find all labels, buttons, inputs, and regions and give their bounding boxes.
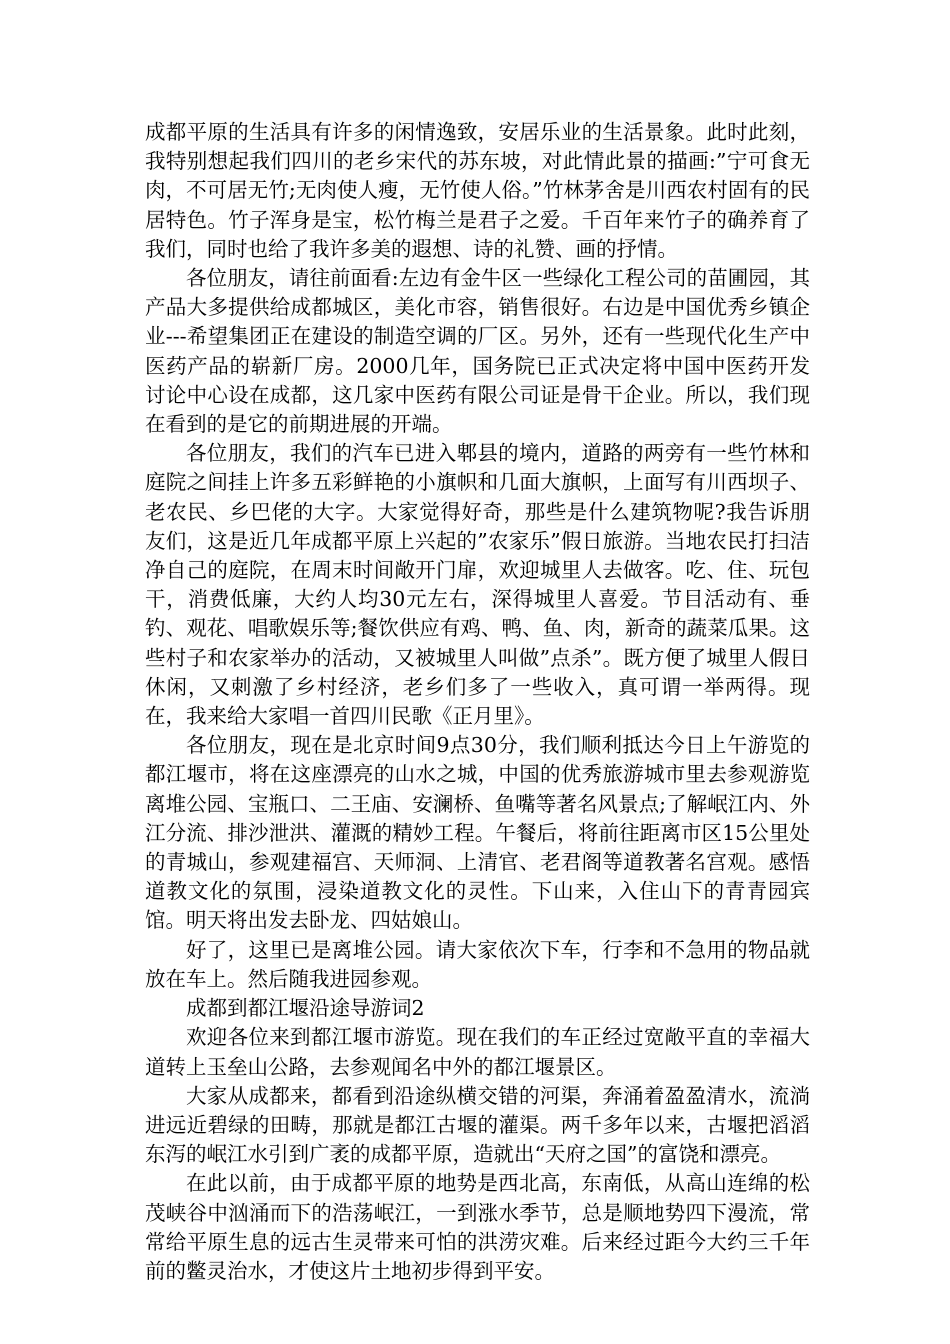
paragraph-1: 成都平原的生活具有许多的闲情逸致，安居乐业的生活景象。此时此刻，我特别想起我们四川的老乡宋代的苏东坡，对此情此景的描画:”宁可食无肉，不可居无竹;无肉使人瘦，无竹使人俗。”竹林茅舍是川西农村固有的民居特色。竹子浑身是宝，松竹梅兰是君子之爱。千百年来竹子的确养育了我们，同时也给了我许多美的遐想、诗的礼赞、画的抒情。 (145, 120, 810, 261)
paragraph-6: 欢迎各位来到都江堰市游览。现在我们的车正经过宽敞平直的幸福大道转上玉垒山公路，去参观闻名中外的都江堰景区。 (145, 1025, 810, 1079)
section-heading: 成都到都江堰沿途导游词2 (186, 996, 425, 1021)
paragraph-7: 大家从成都来，都看到沿途纵横交错的河渠，奔涌着盈盈清水，流淌进远近碧绿的田畴，那就是都江古堰的灌渠。两千多年以来，古堰把滔滔东泻的岷江水引到广袤的成都平原，造就出“天府之国”的富饶和漂亮。 (145, 1083, 810, 1167)
paragraph-4: 各位朋友，现在是北京时间9点30分，我们顺利抵达今日上午游览的都江堰市，将在这座漂亮的山水之城，中国的优秀旅游城市里去参观游览离堆公园、宝瓶口、二王庙、安澜桥、鱼嘴等著名风景点;了解岷江内、外江分流、排沙泄洪、灌溉的精妙工程。午餐后，将前往距离市区15公里处的青城山，参观建福宫、天师洞、上清官、老君阁等道教著名宫观。感悟道教文化的氛围，浸染道教文化的灵性。下山来，入住山下的青青园宾馆。明天将出发去卧龙、四姑娘山。 (145, 733, 810, 933)
document-body (145, 118, 810, 1286)
paragraph-5: 好了，这里已是离堆公园。请大家依次下车，行李和不急用的物品就放在车上。然后随我进园参观。 (145, 937, 810, 991)
paragraph-3: 各位朋友，我们的汽车已进入郫县的境内，道路的两旁有一些竹林和庭院之间挂上许多五彩鲜艳的小旗帜和几面大旗帜，上面写有川西坝子、老农民、乡巴佬的大字。大家觉得好奇，那些是什么建筑物呢?我告诉朋友们，这是近几年成都平原上兴起的”农家乐”假日旅游。当地农民打扫洁净自己的庭院，在周末时间敞开门扉，欢迎城里人去做客。吃、住、玩包干，消费低廉，大约人均30元左右，深得城里人喜爱。节目活动有、垂钓、观花、唱歌娱乐等;餐饮供应有鸡、鸭、鱼、肉，新奇的蔬菜瓜果。这些村子和农家举办的活动，又被城里人叫做”点杀”。既方便了城里人假日休闲，又刺激了乡村经济，老乡们多了一些收入，真可谓一举两得。现在，我来给大家唱一首四川民歌《正月里》。 (145, 441, 810, 729)
paragraph-8: 在此以前，由于成都平原的地势是西北高，东南低，从高山连绵的松茂峡谷中汹涌而下的浩荡岷江，一到涨水季节，总是顺地势四下漫流，常常给平原生息的远古生灵带来可怕的洪涝灾难。后来经过距今大约三千年前的鳖灵治水，才使这片土地初步得到平安。 (145, 1171, 810, 1283)
paragraph-2: 各位朋友，请往前面看:左边有金牛区一些绿化工程公司的苗圃园，其产品大多提供给成都城区，美化市容，销售很好。右边是中国优秀乡镇企业---希望集团正在建设的制造空调的厂区。另外，还有一些现代化生产中医药产品的崭新厂房。2000几年，国务院已正式决定将中国中医药开发讨论中心设在成都，这几家中医药有限公司证是骨干企业。所以，我们现在看到的是它的前期进展的开端。 (145, 266, 810, 437)
